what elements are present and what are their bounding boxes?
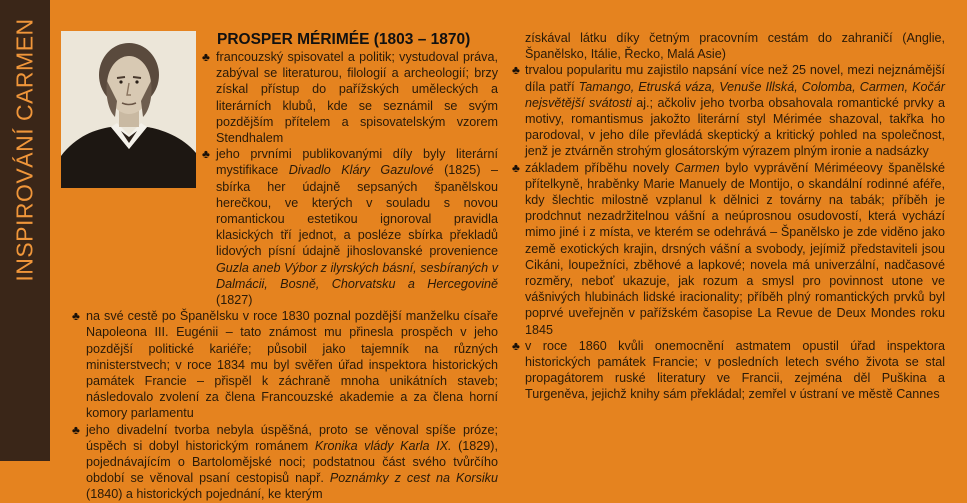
paragraph-text: základem příběhu novely bbox=[525, 160, 675, 175]
text-column-right bbox=[512, 30, 945, 403]
paragraph-text: (1829), pojednávajícím o Bartolomějské noci; podstatnou část svého tvůrčího období se věnoval psaní cestopisů např. bbox=[86, 438, 498, 486]
work-title: Guzla aneb Výbor z ilyrských básní, sesbíraných v Dalmácii, Bosně, Chorvatsku a Hercegovině bbox=[216, 260, 498, 291]
sidebar-title: INSPIROVÁNÍ CARMEN bbox=[11, 18, 38, 282]
club-bullet-icon: ♣ bbox=[512, 160, 520, 175]
paragraph-text: aj.; ačkoliv jeho tvorba obsahovala romantické prvky a motivy, romantismus jakožto literární styl Mérimée shazoval, takřka ho parodoval, v jeho díle převládá skeptický a kritický pohled na společnost, jenž je ztvárněn strohým glosátorským výrazem plným ironie a nadsázky bbox=[525, 95, 946, 159]
paragraph-text: jeho prvními publikovanými díly byly literární mystifikace bbox=[216, 147, 498, 178]
club-bullet-icon: ♣ bbox=[512, 338, 520, 353]
bio-paragraph bbox=[62, 422, 498, 503]
continued-paragraph: získával látku díky četným pracovním cestám do zahraničí (Anglie, Španělsko, Itálie, Řecko, Malá Asie) bbox=[525, 31, 945, 62]
paragraph-text: bylo vyprávění Mériméeovy španělské přítelkyně, hraběnky Marie Manuely de Montijo, o skandální rodinné aféře, kdy šlechtic milostně vzplanul k dělnici z továrny na tabák; příběh je prodchnut nezadržitelnou vášní a neúprosnou osudovostí, která vychází mimo jiné i z místa, ve kterém se odehrává – Španělsko je zde viděno jako země exotických krajin, drsných vášní a svobody, jejímiž představiteli jsou Cikáni, loupežníci, zběhové a lapkové; novela má univerzální, nadčasové rozměry, neboť ukazuje, jak rozum a smysl pro povinnost utone ve vášnivých hlubinách lidské iracionality; příběh plný romantických prvků byl poprvé uveřejněn v pařížském časopise La Revue de Deux Mondes roku 1845 bbox=[525, 160, 945, 337]
paragraph-text: francouzský spisovatel a politik; vystudoval práva, zabýval se literaturou, filologií a archeologií; brzy získal přístup do pařížských uměleckých a literárních klubů, kde se seznámil se svým pozdějším přítelem a spisovatelským vzorem Stendhalem bbox=[216, 50, 498, 146]
bio-paragraph bbox=[62, 308, 498, 421]
club-bullet-icon: ♣ bbox=[72, 422, 80, 437]
paragraph-text: na své cestě po Španělsku v roce 1830 poznal pozdější manželku císaře Napoleona III. Eugénii – tato známost mu přinesla prospěch v jeho pozdější politické kariéře; působil jako tajemník na různých ministerstvech; v roce 1834 mu byl svěřen úřad inspektora historických památek Francie – přispěl k záchraně mnoha unikátních staveb; následovalo zvolení za člena Francouzské akademie a za člena horní komory parlamentu bbox=[86, 309, 498, 421]
text-column-left bbox=[62, 30, 498, 503]
paragraph-text: trvalou popularitu mu zajistilo napsání více než 25 novel, mezi nejznámější díla patří bbox=[525, 63, 945, 94]
club-bullet-icon: ♣ bbox=[202, 147, 210, 162]
work-title: Divadlo Kláry Gazulové bbox=[288, 163, 434, 178]
sidebar bbox=[0, 0, 50, 461]
heading: PROSPER MÉRIMÉE (1803 – 1870) bbox=[217, 31, 471, 48]
paragraph-text: v roce 1860 kvůli onemocnění astmatem opustil úřad inspektora historických památek Francie; v posledních letech svého života se stal propagátorem ruské literatury ve Francii, zejména děl Puškina a Turgeněva, jejichž knihy sám překládal; zemřel v ústraní ve městě Cannes bbox=[525, 338, 945, 402]
work-title: Poznámky z cest na Korsiku bbox=[329, 471, 498, 486]
paragraph-text: (1827) bbox=[216, 293, 253, 308]
bio-paragraph bbox=[512, 338, 945, 403]
bio-paragraph bbox=[202, 146, 498, 308]
bio-paragraph bbox=[512, 160, 945, 338]
paragraph-text: (1825) – sbírka her údajně sepsaných španělskou herečkou, ve kterých v souladu s novou romantickou estetikou ignoroval pravidla klasických tří jednot, a posléze sbírka překladů lidových písní údajně jihoslovanské provenience bbox=[216, 163, 498, 259]
work-title: Kronika vlády Karla IX. bbox=[314, 438, 452, 453]
paragraph-text: jeho divadelní tvorba nebyla úspěšná, proto se věnoval spíše próze; úspěch si dobyl historickým románem bbox=[86, 422, 498, 453]
club-bullet-icon: ♣ bbox=[202, 50, 210, 64]
work-title: Carmen bbox=[674, 160, 720, 175]
club-bullet-icon: ♣ bbox=[72, 309, 80, 324]
work-titles: Tamango, Etruská váza, Venuše Illská, Colomba, Carmen, Kočár nejsvětější svátosti bbox=[525, 79, 946, 110]
bio-paragraph bbox=[202, 49, 498, 146]
bio-paragraph bbox=[512, 62, 945, 159]
paragraph-text: (1840) a historických pojednání, ke kterým bbox=[86, 487, 323, 502]
club-bullet-icon: ♣ bbox=[512, 63, 520, 78]
